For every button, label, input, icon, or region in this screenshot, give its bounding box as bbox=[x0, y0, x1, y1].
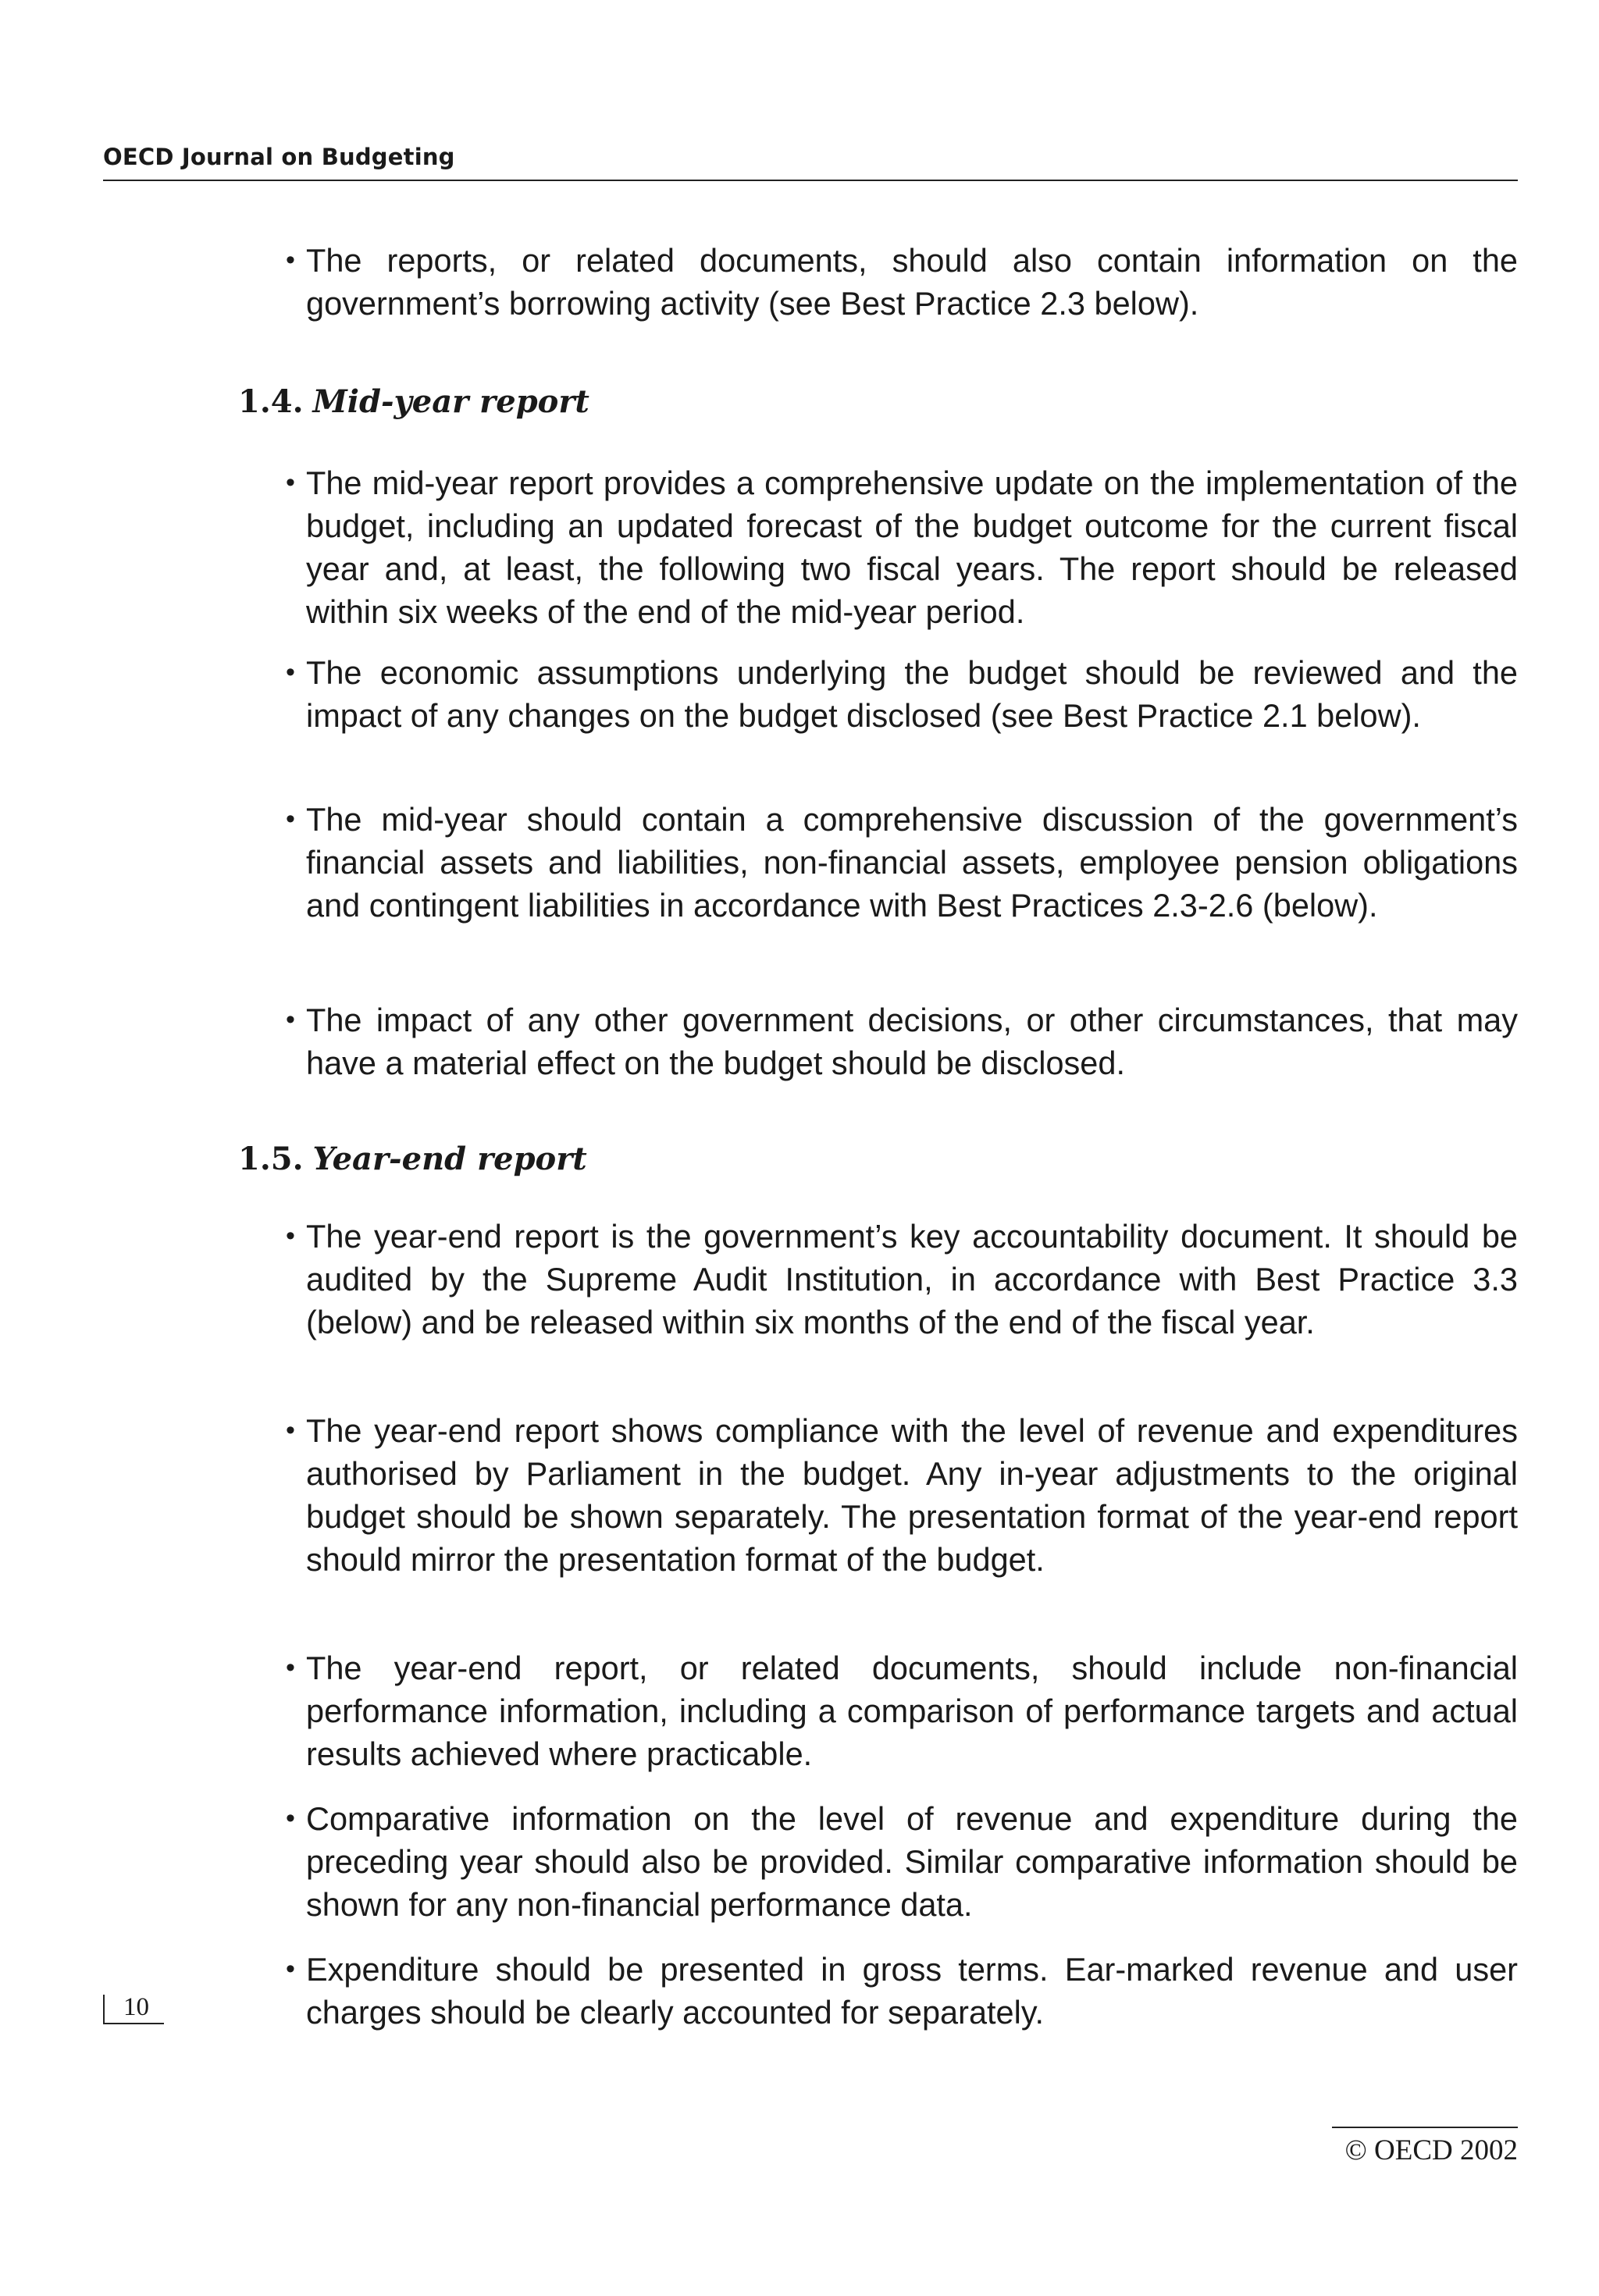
section-title: Year-end report bbox=[312, 1141, 587, 1177]
mid-year-bullet-2 bbox=[286, 651, 1518, 737]
bullet-dot-icon: • bbox=[286, 1803, 295, 1833]
footer-rule bbox=[1332, 2127, 1518, 2128]
bullet-dot-icon: • bbox=[286, 245, 295, 275]
year-end-bullet-3 bbox=[286, 1646, 1518, 1775]
section-number: 1.5. bbox=[238, 1141, 304, 1177]
year-end-bullet-5 bbox=[286, 1948, 1518, 2034]
bullet-text: The year-end report is the government’s key accountability document. It should be audited by the Supreme Audit Institution, in accordance with Best Practice 3.3 (below) and be released within six months of the end of the fiscal year. bbox=[306, 1218, 1518, 1340]
bullet-dot-icon: • bbox=[286, 1005, 295, 1034]
copyright-notice: © OECD 2002 bbox=[1344, 2134, 1518, 2166]
bullet-text: The mid-year should contain a comprehensive discussion of the government’s financial assets and liabilities, non-financial assets, employee pension obligations and contingent liabilities in accordance with Best Practices 2.3-2.6 (below). bbox=[306, 801, 1518, 924]
bullet-dot-icon: • bbox=[286, 1415, 295, 1445]
bullet-text: The year-end report, or related documents, should include non-financial performance information, including a comparison of performance targets and actual results achieved where practicable. bbox=[306, 1650, 1518, 1772]
running-header bbox=[103, 141, 1518, 181]
bullet-dot-icon: • bbox=[286, 1653, 295, 1682]
section-number: 1.4. bbox=[238, 383, 304, 420]
year-end-bullet-1 bbox=[286, 1215, 1518, 1344]
bullet-text: The economic assumptions underlying the budget should be reviewed and the impact of any changes on the budget disclosed (see Best Practice 2.1 below). bbox=[306, 654, 1518, 734]
mid-year-bullet-3 bbox=[286, 798, 1518, 927]
year-end-bullet-4 bbox=[286, 1797, 1518, 1926]
bullet-text: The reports, or related documents, should also contain information on the government’s borrowing activity (see Best Practice 2.3 below). bbox=[306, 242, 1518, 322]
bullet-dot-icon: • bbox=[286, 657, 295, 687]
section-heading-mid-year bbox=[238, 383, 589, 422]
bullet-text: Expenditure should be presented in gross terms. Ear-marked revenue and user charges should be clearly accounted for separately. bbox=[306, 1951, 1518, 2031]
bullet-dot-icon: • bbox=[286, 468, 295, 497]
bullet-dot-icon: • bbox=[286, 804, 295, 834]
bullet-text: The mid-year report provides a comprehensive update on the implementation of the budget, including an updated forecast of the budget outcome for the current fiscal year and, at least, the following two fiscal years. The report should be released within six weeks of the end of the mid-year period. bbox=[306, 465, 1518, 630]
year-end-bullet-2 bbox=[286, 1409, 1518, 1581]
page-number-marker bbox=[103, 1995, 164, 2024]
running-header-title: OECD Journal on Budgeting bbox=[103, 144, 455, 170]
section-heading-year-end bbox=[238, 1140, 587, 1179]
bullet-dot-icon: • bbox=[286, 1954, 295, 1984]
bullet-dot-icon: • bbox=[286, 1221, 295, 1251]
mid-year-bullet-4 bbox=[286, 998, 1518, 1084]
page-number: 10 bbox=[123, 1993, 149, 2021]
bullet-text: Comparative information on the level of revenue and expenditure during the preceding year should also be provided. Similar comparative information should be shown for any non-financial performance data. bbox=[306, 1800, 1518, 1923]
mid-year-bullet-1 bbox=[286, 461, 1518, 633]
bullet-text: The year-end report shows compliance with the level of revenue and expenditures authorised by Parliament in the budget. Any in-year adjustments to the original budget should be shown separately. The presentation format of the year-end report should mirror the presentation format of the budget. bbox=[306, 1412, 1518, 1578]
intro-bullet bbox=[286, 239, 1518, 325]
section-title: Mid-year report bbox=[312, 383, 589, 420]
bullet-text: The impact of any other government decisions, or other circumstances, that may have a material effect on the budget should be disclosed. bbox=[306, 1002, 1518, 1081]
